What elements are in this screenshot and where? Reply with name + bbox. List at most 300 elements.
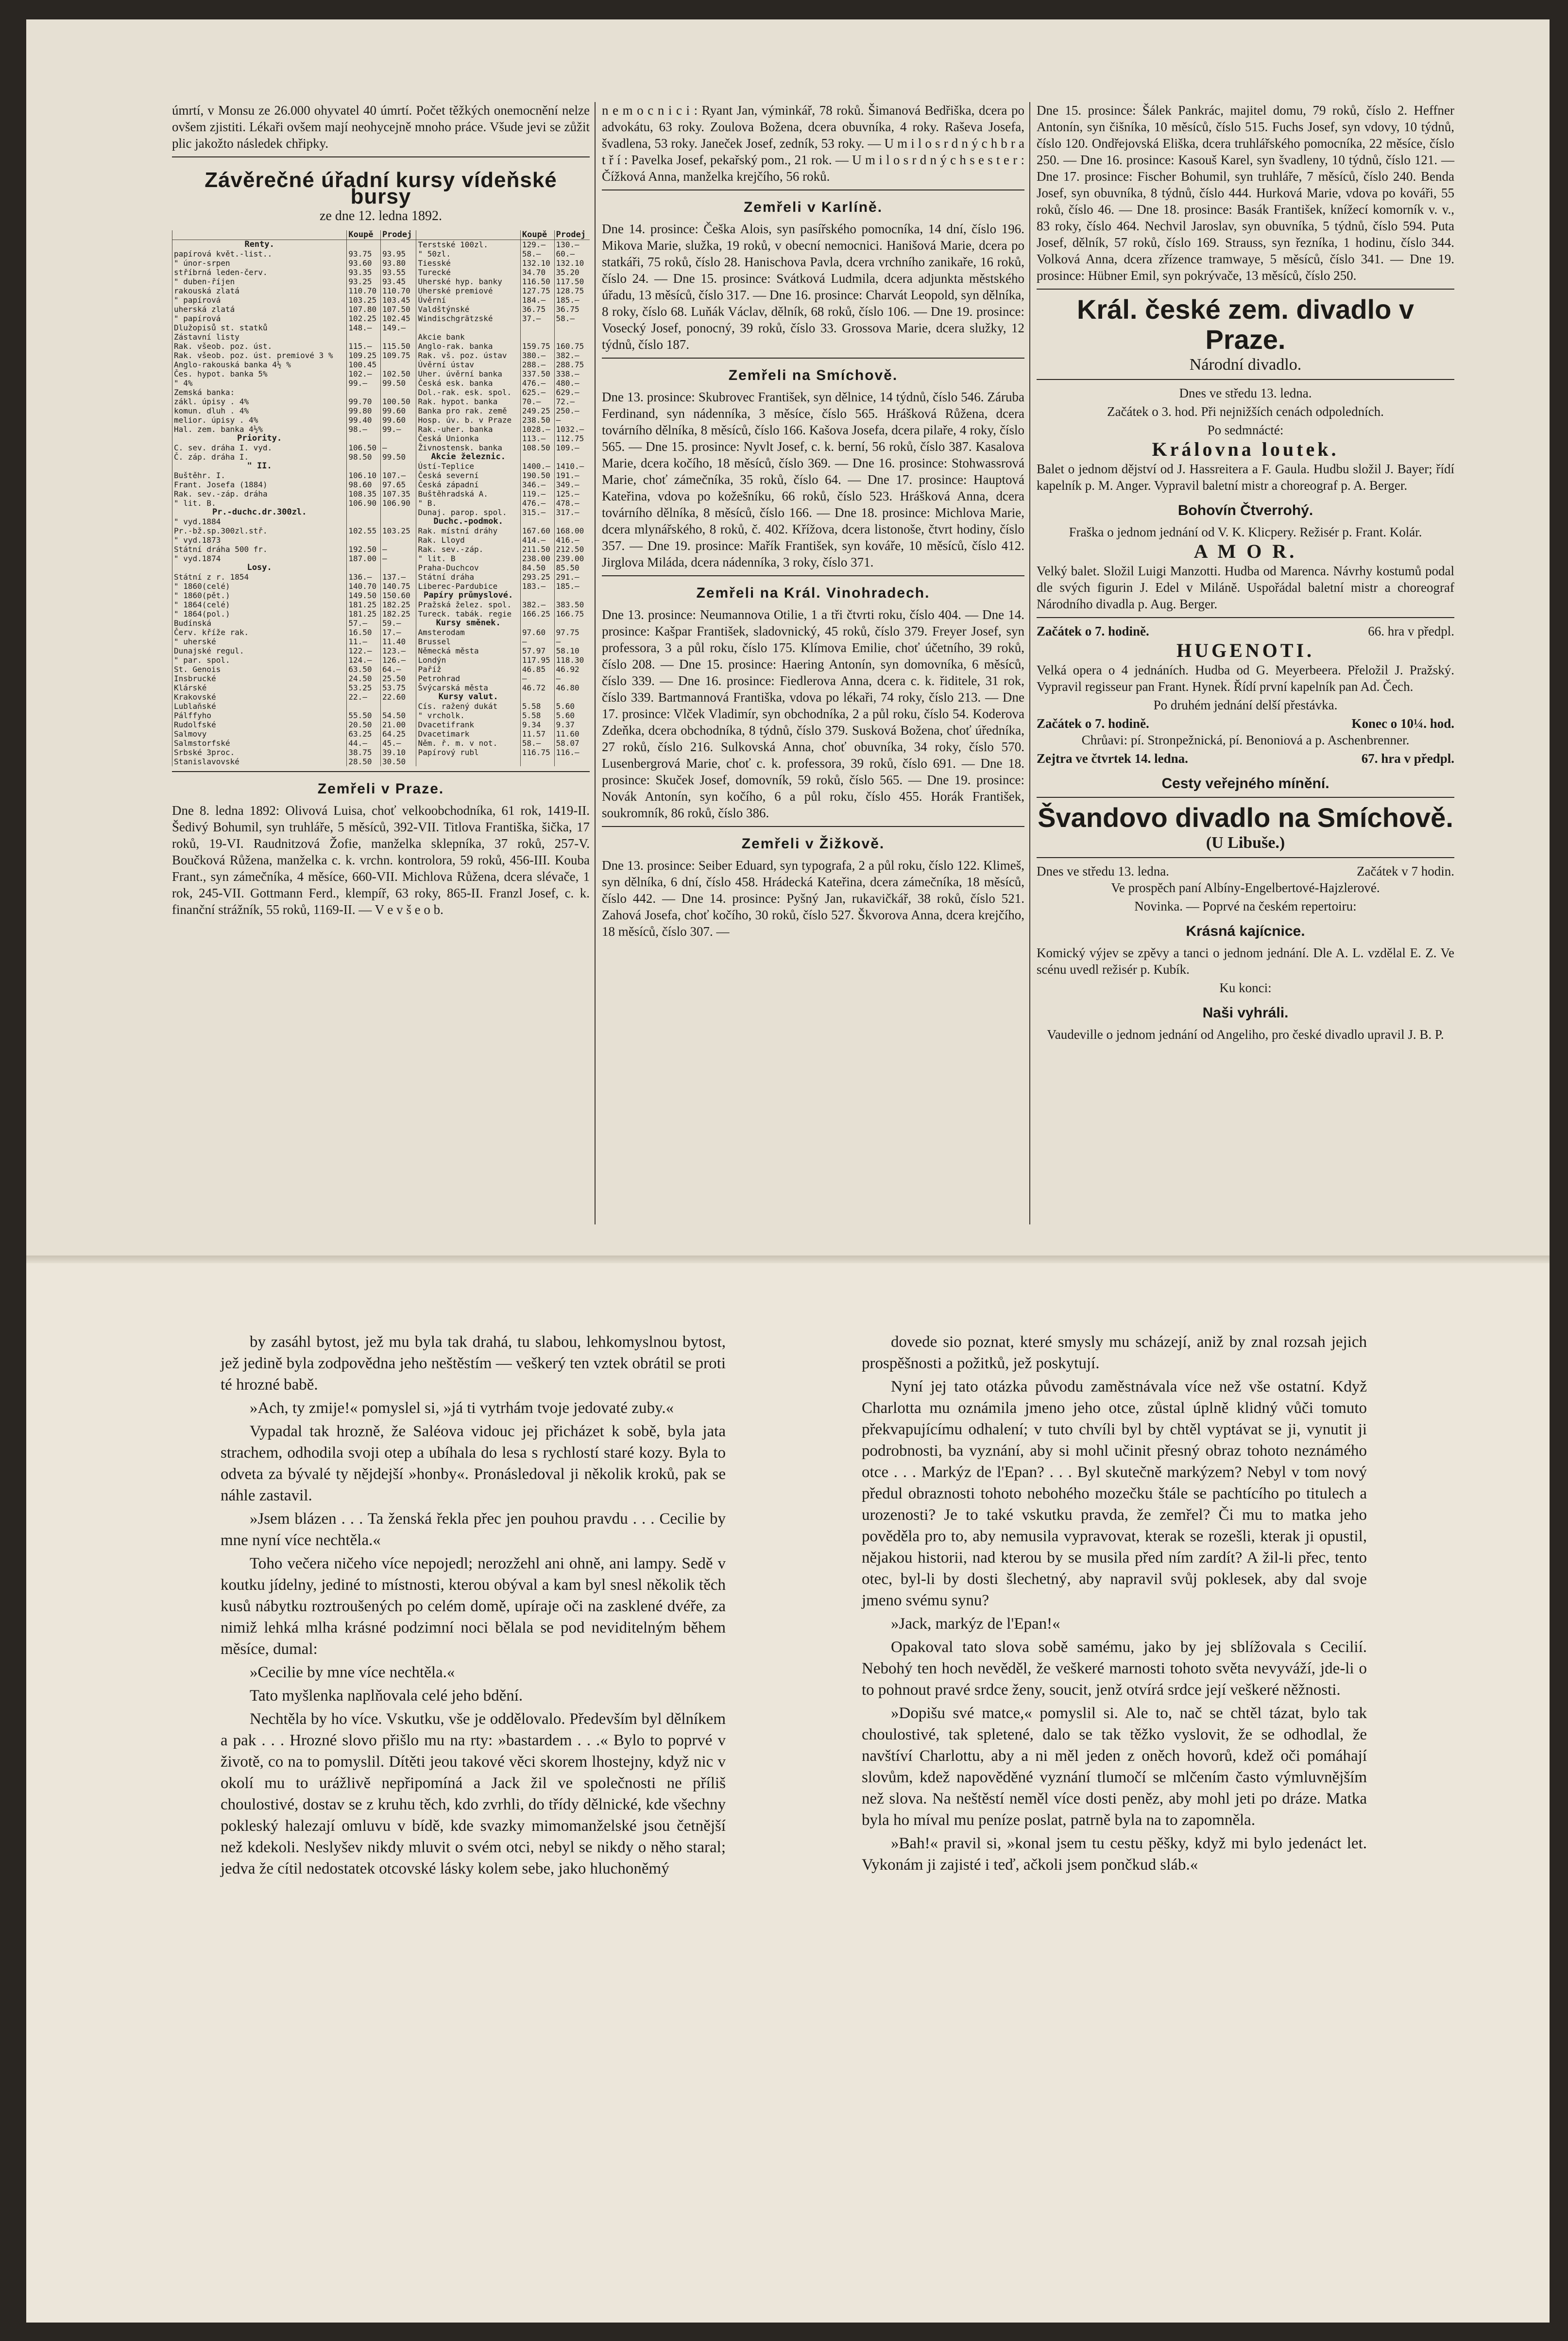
play-description: Komický výjev se zpěvy a tanci o jednom jednání. Dle A. L. vzdělal E. Z. Ve scénu uvedl režisér p. Kubík.	[1037, 946, 1454, 977]
table-cell: Tureck. tabák. regie	[416, 609, 520, 619]
table-cell: 187.00	[347, 554, 381, 563]
table-row	[172, 471, 590, 480]
column-middle	[602, 102, 1024, 942]
divider	[1037, 797, 1454, 798]
table-cell: Praha-Duchcov	[416, 563, 520, 572]
table-cell: 97.65	[380, 480, 416, 489]
play-description: Velká opera o 4 jednáních. Hudba od G. Meyerbeera. Přeložil J. Pražský. Vypravil regisseur pan Frant. Hynek. Řídí první kapelník pan Ad. Čech.	[1037, 663, 1454, 694]
table-cell: " duben-říjen	[172, 277, 347, 286]
newspaper-scan	[26, 19, 1550, 2323]
section-text-vinohrady: Dne 13. prosince: Neumannova Otilie, 1 a tři čtvrti roku, číslo 404. — Dne 14. prosince: Kašpar František, sladovnický, 45 roků, číslo 379. Freyer Josef, syn professora, 3 a půl roku, číslo 175. Klímova Emilie, choť účetního, 39 roků, číslo 208. — Dne 15. prosince: Haering Antonín, syn domovníka, 6 měsíců, číslo 339. — Dne 16. prosince: Fiedlerova Anna, dcera c. k. řiditele, 31 rok, číslo 339. Bartmannová Františka, vdova po lékaři, 74 roky, číslo 213. — Dne 17. prosince: Vlček Vladimír, syn obchodníka, 2 a půl roku, číslo 54. Koderova Zdeňka, dcera obchodníka, 8 týdnů, číslo 379. Susková Božena, choť úředníka, 27 roků, číslo 216. Sulkovská Anna, choť obuvníka, 34 roky, číslo 570. Lusenbergrová Marie, choť c. k. professora, 39 roků, číslo 691. — Dne 18. prosince: Skuček Josef, domovník, 59 roků, číslo 565. — Dne 19. prosince: Novák Antonín, syn kočího, 6 a půl roku, číslo 455. Horák František, soukromník, 86 roků, číslo 386.	[602, 607, 1024, 820]
table-cell: 11.57	[520, 729, 554, 739]
table-cell: 182.25	[380, 609, 416, 619]
table-row	[172, 452, 590, 462]
table-cell: 127.75	[520, 286, 554, 295]
table-cell: 211.50	[520, 545, 554, 554]
divider	[1037, 857, 1454, 858]
novel-paragraph: dovede sio poznat, které smysly mu scházejí, aniž by znal rozsah jejich prospěšnosti a požitků, jež poskytují.	[862, 1333, 1367, 1372]
table-cell: —	[554, 415, 590, 425]
table-row	[172, 711, 590, 720]
table-cell: —	[554, 637, 590, 646]
table-cell: Státní dráha 500 fr.	[172, 545, 347, 554]
table-cell	[554, 757, 590, 766]
table-cell: 30.50	[380, 757, 416, 766]
table-cell: Anglo-rak. banka	[416, 342, 520, 351]
table-cell: Červ. kříže rak.	[172, 628, 347, 637]
table-cell: Švýcarská města	[416, 683, 520, 692]
divider	[172, 771, 590, 772]
table-row	[172, 720, 590, 729]
novel-paragraph: Vypadal tak hrozně, že Saléova vidouc jej přicházet k sobě, byla jata strachem, odhodila svoji otep a ubíhala do lesa s rychlostí staré kozy. Byla to odveta za bývalé ty nějdejší »honby«. Pronásledoval ji několik kroků, pak se náhle zastavil.	[221, 1423, 726, 1504]
table-cell: 238.50	[520, 415, 554, 425]
table-cell: Budínská	[172, 619, 347, 628]
table-cell: " papírová	[172, 314, 347, 323]
table-cell: 93.25	[347, 277, 381, 286]
table-cell	[347, 240, 381, 250]
table-cell: 480.—	[554, 379, 590, 388]
table-cell: 98.60	[347, 480, 381, 489]
table-row	[172, 600, 590, 609]
table-cell: Č. záp. dráha I.	[172, 452, 347, 462]
upper-page-section	[26, 19, 1550, 1263]
table-cell: 116.75	[520, 748, 554, 757]
table-cell	[380, 434, 416, 443]
table-cell: Salmovy	[172, 729, 347, 739]
novel-paragraph: »Dopišu své matce,« pomyslil si. Ale to, nač se chtěl tázat, bylo tak choulostivé, tak spletené, dalo se tak těžko vyslovit, že se odhodlal, že navštíví Charlottu, aby a ni měl jeden z oněch hovorů, kdež oči pomáhají slovům, kdež napověděné vyznání tlumočí se mlčením často výmluvnějším než slova. Na neštěstí neměl více dosti peněz, aby mohl jeti po dráze. Matka byla ho míval mu peníze poslat, patrně byla na to zapomněla.	[862, 1704, 1367, 1829]
divider	[1037, 379, 1454, 380]
table-cell: Buštěhradská A.	[416, 489, 520, 499]
table-cell: 97.75	[554, 628, 590, 637]
table-cell: 315.—	[520, 508, 554, 517]
table-cell: 98.50	[347, 452, 381, 462]
table-cell	[520, 591, 554, 600]
table-cell: —	[520, 674, 554, 683]
table-cell	[347, 508, 381, 517]
table-cell: 35.20	[554, 268, 590, 277]
end-time: Konec o 10¼. hod.	[1351, 716, 1454, 731]
table-cell: 64.25	[380, 729, 416, 739]
column-rule	[1029, 102, 1030, 1224]
section-text-zizkov: Dne 13. prosince: Seiber Eduard, syn typografa, 2 a půl roku, číslo 122. Klimeš, syn dělníka, 6 dní, číslo 458. Hrádecká Kateřina, dcera zámečníka, 18 měsíců, číslo 442. — Dne 14. prosince: Pyšný Jan, rukavičkář, 38 roků, číslo 521. Zahová Josefa, choť kočího, 30 roků, číslo 527. Škvorova Anna, dcera krejčího, 18 měsíců, číslo 307. —	[602, 858, 1024, 939]
program-note: Po sedmnácté:	[1207, 423, 1284, 437]
table-cell: 36.75	[554, 305, 590, 314]
table-cell: 140.75	[380, 582, 416, 591]
table-cell: —	[554, 674, 590, 683]
table-cell: Státní dráha	[416, 572, 520, 582]
table-row	[172, 295, 590, 305]
table-cell: Pražská želez. spol.	[416, 600, 520, 609]
novel-paragraph: »Ach, ty zmije!« pomyslel si, »já ti vytrhám tvoje jedovaté zuby.«	[250, 1399, 674, 1417]
table-cell: 119.—	[520, 489, 554, 499]
table-cell: C. sev. dráha I. vyd.	[172, 443, 347, 452]
table-cell: Zemská banka:	[172, 388, 347, 397]
play-description: Vaudeville o jednom jednání od Angeliho, pro české divadlo upravil J. B. P.	[1047, 1027, 1444, 1042]
table-row	[172, 443, 590, 452]
table-cell: Pálffyho	[172, 711, 347, 720]
table-row	[172, 563, 590, 572]
table-cell: 182.25	[380, 600, 416, 609]
table-cell: 46.80	[554, 683, 590, 692]
table-row	[172, 655, 590, 665]
table-row	[172, 692, 590, 702]
table-cell: 140.70	[347, 582, 381, 591]
table-row	[172, 286, 590, 295]
table-cell: Brussel	[416, 637, 520, 646]
table-cell: Insbrucké	[172, 674, 347, 683]
table-cell: 99.80	[347, 406, 381, 415]
table-cell: " 50zl.	[416, 249, 520, 258]
table-cell: Papírový rubl	[416, 748, 520, 757]
table-cell: " únor-srpen	[172, 258, 347, 268]
table-cell: 106.90	[347, 499, 381, 508]
play-title: Bohovín Čtverrohý.	[1177, 502, 1313, 518]
table-cell: Živnostensk. banka	[416, 443, 520, 452]
table-cell: 349.—	[554, 480, 590, 489]
table-row	[172, 702, 590, 711]
table-cell: Pr.-duchc.dr.300zl.	[172, 508, 347, 517]
table-cell	[554, 332, 590, 342]
table-cell: 160.75	[554, 342, 590, 351]
table-row	[172, 249, 590, 258]
table-cell: 115.50	[380, 342, 416, 351]
section-title-praha: Zemřeli v Praze.	[317, 781, 444, 797]
table-cell: " 1864(pol.)	[172, 609, 347, 619]
table-cell: 166.25	[520, 609, 554, 619]
table-cell: 250.—	[554, 406, 590, 415]
table-cell: 108.35	[347, 489, 381, 499]
table-cell: 476.—	[520, 499, 554, 508]
column-right	[1037, 102, 1454, 1045]
table-cell: Cís. ražený dukát	[416, 702, 520, 711]
table-cell: melior. úpisy . 4%	[172, 415, 347, 425]
table-header-cell: Koupě	[520, 230, 554, 240]
table-row	[172, 397, 590, 406]
table-row	[172, 415, 590, 425]
table-cell: 53.25	[347, 683, 381, 692]
table-cell: 112.75	[554, 434, 590, 443]
table-cell: 288.—	[520, 360, 554, 369]
table-cell: Buštěhr. I.	[172, 471, 347, 480]
table-cell: 20.50	[347, 720, 381, 729]
table-cell: 113.—	[520, 434, 554, 443]
table-cell: 181.25	[347, 609, 381, 619]
program-date: Dnes ve středu 13. ledna.	[1179, 386, 1312, 400]
table-header-cell: Prodej	[554, 230, 590, 240]
table-cell: Akcie železnic.	[416, 452, 520, 462]
table-cell: Pr.-bž.sp.300zl.stř.	[172, 526, 347, 535]
table-cell: 70.—	[520, 397, 554, 406]
divider	[602, 189, 1024, 190]
table-row	[172, 554, 590, 563]
table-cell: Uherské premiové	[416, 286, 520, 295]
table-cell: papírová květ.-list..	[172, 249, 347, 258]
table-cell: 5.60	[554, 711, 590, 720]
table-cell: 45.—	[380, 739, 416, 748]
table-cell: Amsterodam	[416, 628, 520, 637]
table-row	[172, 508, 590, 517]
table-cell: " II.	[172, 462, 347, 471]
table-cell: 37.—	[520, 314, 554, 323]
bursy-title: Závěrečné úřadní kursy vídeňské bursy	[205, 168, 557, 208]
table-cell	[520, 452, 554, 462]
table-cell: 1410.—	[554, 462, 590, 471]
table-cell: 99.—	[347, 379, 381, 388]
table-cell: 102.25	[347, 314, 381, 323]
program-note: Novinka. — Poprvé na českém repertoiru:	[1134, 899, 1357, 913]
table-cell: 93.95	[380, 249, 416, 258]
start-time: Začátek o 7. hodině.	[1037, 624, 1149, 638]
table-cell: 132.10	[520, 258, 554, 268]
table-cell: 118.30	[554, 655, 590, 665]
program-note: Ku konci:	[1219, 981, 1272, 995]
table-cell: 167.60	[520, 526, 554, 535]
table-row	[172, 757, 590, 766]
section-title-smichov: Zemřeli na Smíchově.	[728, 367, 898, 383]
play-title: Královna loutek.	[1152, 438, 1339, 460]
table-cell: 181.25	[347, 600, 381, 609]
table-cell: Akcie bank	[416, 332, 520, 342]
table-cell: 414.—	[520, 535, 554, 545]
table-cell: 102.—	[347, 369, 381, 379]
table-cell: 58.—	[520, 249, 554, 258]
table-row	[172, 637, 590, 646]
table-cell: 109.75	[380, 351, 416, 360]
start-time: Začátek v 7 hodin.	[1357, 864, 1454, 878]
table-row	[172, 517, 590, 526]
exchange-rates-table	[172, 230, 590, 766]
table-header-cell: Koupě	[347, 230, 381, 240]
table-cell: 346.—	[520, 480, 554, 489]
table-cell: Rak. sev.-záp.	[416, 545, 520, 554]
table-cell: Rak. místní dráhy	[416, 526, 520, 535]
table-cell: Rak.-uher. banka	[416, 425, 520, 434]
table-row	[172, 748, 590, 757]
play-title: Naši vyhráli.	[1202, 1005, 1289, 1021]
program-note: Ve prospěch paní Albíny-Engelbertové-Hajzlerové.	[1111, 880, 1380, 895]
table-cell: Liberec-Pardubice	[416, 582, 520, 591]
subscription-number: 67. hra v předpl.	[1361, 751, 1454, 766]
table-cell: 99.50	[380, 379, 416, 388]
table-cell: 103.45	[380, 295, 416, 305]
table-row	[172, 240, 590, 250]
table-cell	[416, 323, 520, 332]
novel-column-right	[862, 1331, 1367, 1877]
table-cell: 132.10	[554, 258, 590, 268]
table-cell: 93.55	[380, 268, 416, 277]
table-cell: Salmstorfské	[172, 739, 347, 748]
table-row	[172, 480, 590, 489]
table-row	[172, 258, 590, 268]
table-cell: 338.—	[554, 369, 590, 379]
program-note: Chrůavi: pí. Stronpežnická, pí. Benoniová a p. Aschenbrenner.	[1081, 733, 1410, 747]
table-cell: Stanislavovské	[172, 757, 347, 766]
table-cell: 44.—	[347, 739, 381, 748]
table-cell: Dunaj. parop. spol.	[416, 508, 520, 517]
table-cell	[380, 702, 416, 711]
divider	[172, 156, 590, 157]
table-cell: 107.35	[380, 489, 416, 499]
table-row	[172, 582, 590, 591]
table-cell: 184.—	[520, 295, 554, 305]
table-cell: Papíry průmyslové.	[416, 591, 520, 600]
table-row	[172, 729, 590, 739]
table-cell: Rak. všeob. poz. úst. premiové 3 %	[172, 351, 347, 360]
table-row	[172, 277, 590, 286]
divider	[602, 826, 1024, 827]
table-body	[172, 240, 590, 767]
table-row	[172, 388, 590, 397]
table-cell: 9.37	[554, 720, 590, 729]
table-cell	[554, 323, 590, 332]
table-cell	[347, 563, 381, 572]
table-cell: 185.—	[554, 295, 590, 305]
table-cell: Kursy valut.	[416, 692, 520, 702]
next-date: Zejtra ve čtvrtek 14. ledna.	[1037, 751, 1188, 766]
novel-paragraph: by zasáhl bytost, jež mu byla tak drahá, tu slabou, lehkomyslnou bytost, jež jedině byla zodpovědna jeho neštěstím — veškerý ten vztek obrátil se proti té hrozné babě.	[221, 1333, 726, 1394]
table-cell: " uherské	[172, 637, 347, 646]
subscription-number: 66. hra v předpl.	[1368, 624, 1454, 638]
novel-paragraph: »Bah!« pravil si, »konal jsem tu cestu pěšky, když mi bylo jedenáct let. Vykonám ji zajisté i teď, ačkoli jsem pončkud sláb.«	[862, 1835, 1367, 1874]
table-cell: 629.—	[554, 388, 590, 397]
table-row	[172, 406, 590, 415]
table-cell: 9.34	[520, 720, 554, 729]
play-title: Krásná kajícnice.	[1186, 923, 1305, 939]
narodni-divadlo-subtitle: Národní divadlo.	[1189, 356, 1302, 374]
table-cell: 60.—	[554, 249, 590, 258]
table-cell: 476.—	[520, 379, 554, 388]
divider	[1037, 289, 1454, 290]
table-cell: Lublaňské	[172, 702, 347, 711]
table-cell: 5.58	[520, 702, 554, 711]
table-cell: " 4%	[172, 379, 347, 388]
table-cell: 102.50	[380, 369, 416, 379]
table-row	[172, 323, 590, 332]
table-cell: 22.60	[380, 692, 416, 702]
table-cell: —	[380, 545, 416, 554]
play-title: HUGENOTI.	[1176, 639, 1315, 661]
table-cell: Ústí-Teplice	[416, 462, 520, 471]
table-cell: 136.—	[347, 572, 381, 582]
table-cell: 1400.—	[520, 462, 554, 471]
table-cell: Rak. hypot. banka	[416, 397, 520, 406]
svandovo-divadlo-subtitle: (U Libuše.)	[1206, 834, 1285, 852]
table-cell: 93.75	[347, 249, 381, 258]
table-cell	[347, 434, 381, 443]
table-row	[172, 572, 590, 582]
table-cell: Duchc.-podmok.	[416, 517, 520, 526]
table-cell: 99.60	[380, 415, 416, 425]
table-cell	[520, 692, 554, 702]
table-cell: Česká esk. banka	[416, 379, 520, 388]
table-row	[172, 268, 590, 277]
table-row	[172, 351, 590, 360]
table-cell: Petrohrad	[416, 674, 520, 683]
table-cell: 625.—	[520, 388, 554, 397]
table-cell: " vyd.1874	[172, 554, 347, 563]
table-cell: 63.25	[347, 729, 381, 739]
table-cell: 128.75	[554, 286, 590, 295]
table-row	[172, 360, 590, 369]
table-row	[172, 674, 590, 683]
table-row	[172, 499, 590, 508]
table-cell: 25.50	[380, 674, 416, 683]
table-cell	[554, 517, 590, 526]
table-cell: Frant. Josefa (1884)	[172, 480, 347, 489]
table-cell: 159.75	[520, 342, 554, 351]
table-cell	[380, 240, 416, 250]
table-cell: Dvacetifrank	[416, 720, 520, 729]
start-time: Začátek o 7. hodině.	[1037, 716, 1149, 731]
table-cell: 16.50	[347, 628, 381, 637]
table-row	[172, 305, 590, 314]
table-cell: 99.40	[347, 415, 381, 425]
table-cell: Londýn	[416, 655, 520, 665]
table-cell: 103.25	[380, 526, 416, 535]
table-cell: 116.—	[554, 748, 590, 757]
table-cell: 97.60	[520, 628, 554, 637]
table-cell: Hosp. úv. b. v Praze	[416, 415, 520, 425]
program-note: Po druhém jednání delší přestávka.	[1153, 698, 1338, 712]
table-cell	[520, 517, 554, 526]
novel-column-left	[221, 1331, 726, 1881]
play-description: Balet o jednom dějství od J. Hassreitera a F. Gaula. Hudbu složil J. Bayer; řídí kapelník p. M. Anger. Vypravil baletní mistr a choreograf p. A. Berger.	[1037, 462, 1454, 493]
table-cell: " 1860(pět.)	[172, 591, 347, 600]
section-text-praha: Dne 8. ledna 1892: Olivová Luisa, choť velkoobchodníka, 61 rok, 1419-II. Šedivý Bohumil, syn truhláře, 5 měsíců, 392-VII. Titlova Františka, šička, 17 roků, 19-VI. Raudnitzová Žofie, manželka sklepníka, 37 roků, 257-V. Boučková Růžena, manželka c. k. vrchn. kontrolora, 59 roků, 456-III. Kouba Frant., syn zámečníka, 4 měsíce, 660-VII. Michlova Růžena, dcera slévače, 1 rok, 245-VII. Gottmann Ferd., klempíř, 63 roky, 865-II. Franzl Josef, c. k. finanční strážník, 55 roků, 1169-II. — V e v š e o b.	[172, 803, 590, 917]
table-cell: Srbské 3proc.	[172, 748, 347, 757]
table-cell: Uherské hyp. banky	[416, 277, 520, 286]
table-cell	[520, 619, 554, 628]
table-cell: 293.25	[520, 572, 554, 582]
program-line	[1037, 623, 1454, 639]
table-row	[172, 739, 590, 748]
table-cell: 93.35	[347, 268, 381, 277]
table-cell: 58.—	[520, 739, 554, 748]
table-cell: " vyd.1884	[172, 517, 347, 526]
table-cell: 53.75	[380, 683, 416, 692]
table-cell: 57.—	[347, 619, 381, 628]
table-cell	[554, 619, 590, 628]
table-cell: 249.25	[520, 406, 554, 415]
table-cell	[380, 535, 416, 545]
table-cell: Česká severní	[416, 471, 520, 480]
table-row	[172, 342, 590, 351]
table-cell: 168.00	[554, 526, 590, 535]
table-cell: 137.—	[380, 572, 416, 582]
table-cell: 149.—	[380, 323, 416, 332]
program-line	[1037, 863, 1454, 879]
table-row	[172, 526, 590, 535]
table-cell: 99.50	[380, 452, 416, 462]
table-cell: 107.80	[347, 305, 381, 314]
table-cell: " vrcholk.	[416, 711, 520, 720]
table-cell: Zástavní listy	[172, 332, 347, 342]
novel-paragraph: »Jack, markýz de l'Epan!«	[891, 1615, 1060, 1633]
divider	[602, 358, 1024, 359]
table-cell: Uher. úvěrní banka	[416, 369, 520, 379]
play-description: Velký balet. Složil Luigi Manzotti. Hudba od Marenca. Návrhy kostumů podal dle svých figurin J. Edel v Miláně. Uspořádal baletní mistr a choreograf Národního divadla p. Aug. Berger.	[1037, 564, 1454, 611]
table-cell: 129.—	[520, 240, 554, 250]
table-cell: 24.50	[347, 674, 381, 683]
table-cell: 115.—	[347, 342, 381, 351]
play-title: Cesty veřejného mínění.	[1161, 775, 1329, 792]
table-cell: 11.—	[347, 637, 381, 646]
table-cell: Hal. zem. banka 4½%	[172, 425, 347, 434]
table-cell: 100.50	[380, 397, 416, 406]
table-cell	[554, 692, 590, 702]
table-row	[172, 462, 590, 471]
table-cell: 99.60	[380, 406, 416, 415]
play-title: A M O R.	[1193, 540, 1297, 562]
